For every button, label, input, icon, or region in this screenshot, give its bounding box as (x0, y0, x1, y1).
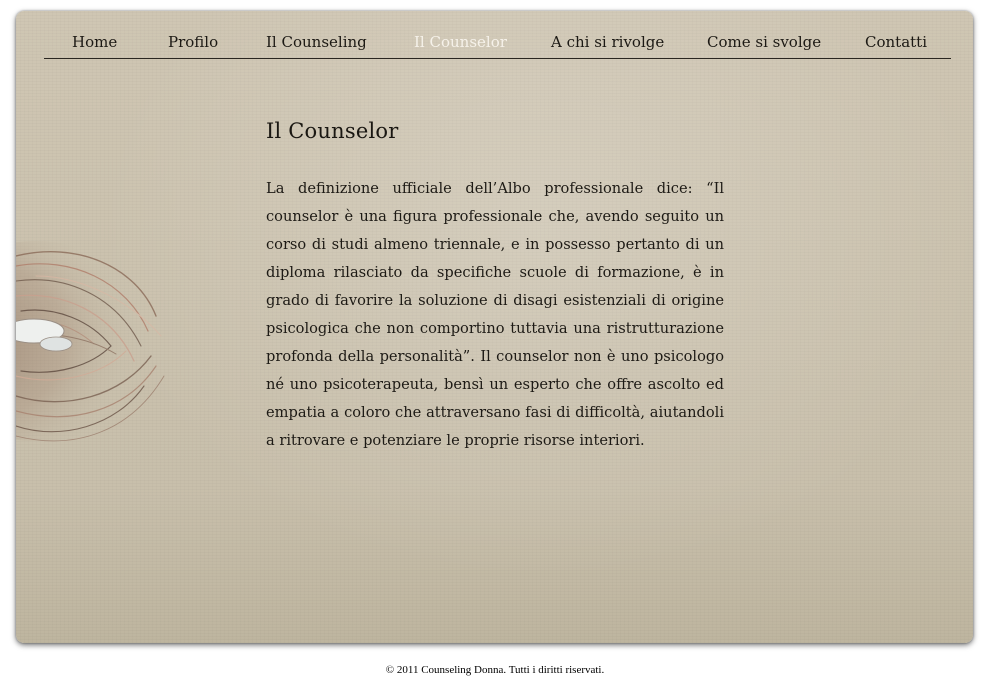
main-content (266, 119, 724, 455)
nav-item-il-counselor[interactable]: Il Counselor (414, 33, 507, 51)
page-panel (16, 11, 973, 643)
nav-item-profilo[interactable]: Profilo (168, 33, 219, 51)
description-paragraph: La definizione ufficiale dell’Albo professionale dice: “Il counselor è una figura professionale che, avendo seguito un corso di studi almeno triennale, e in possesso pertanto di un diploma rilasciato da specifiche scuole di formazione, è in grado di favorire la soluzione di disagi esistenziali di origine psicologica che non comportino tuttavia una ristrutturazione profonda della personalità”. Il counselor non è uno psicologo né uno psicoterapeuta, bensì un esperto che offre ascolto ed empatia a coloro che attraversano fasi di difficoltà, aiutandoli a ritrovare e potenziare le proprie risorse interiori. (266, 180, 724, 449)
main-navigation (44, 11, 951, 59)
nav-item-il-counseling[interactable]: Il Counseling (266, 33, 367, 51)
nav-item-come-si-svolge[interactable]: Come si svolge (707, 33, 822, 51)
nav-item-home[interactable]: Home (72, 33, 118, 51)
bird-nest-illustration (16, 236, 166, 456)
page-title: Il Counselor (266, 119, 399, 143)
nav-item-contatti[interactable]: Contatti (865, 33, 927, 51)
nav-item-a-chi-si-rivolge[interactable]: A chi si rivolge (551, 33, 665, 51)
footer-copyright: © 2011 Counseling Donna. Tutti i diritti riservati. (385, 664, 605, 676)
